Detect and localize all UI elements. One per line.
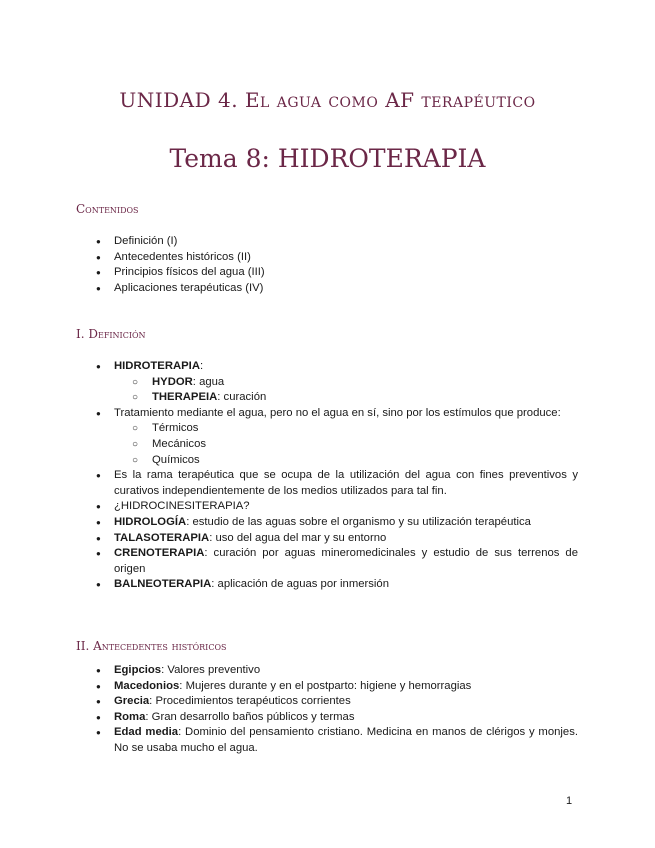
term-text: : estudio de las aguas sobre el organismo y su utilización terapéutica bbox=[186, 515, 531, 528]
term: Roma bbox=[114, 710, 146, 723]
list-item: ● Principios físicos del agua (III) bbox=[96, 265, 578, 281]
list-item: ● Es la rama terapéutica que se ocupa de la utilización del agua con fines preventivos y curativos independientemente de los medios utilizados para tal fin. bbox=[96, 468, 578, 499]
sub-item bbox=[114, 375, 578, 391]
term-text: : Dominio del pensamiento cristiano. Medicina en manos de clérigos y monjes. No se usaba mucho el agua. bbox=[114, 726, 578, 754]
definition-heading: I. Definición bbox=[76, 327, 146, 341]
sub-text: : curación bbox=[217, 391, 267, 404]
term: Grecia bbox=[114, 695, 150, 708]
sub-item: ○ Químicos bbox=[114, 453, 578, 469]
term-suffix: : bbox=[199, 360, 204, 372]
term-text: : Procedimientos terapéuticos corrientes bbox=[149, 695, 351, 708]
term: TALASOTERAPIA bbox=[114, 531, 210, 544]
sub-term: HYDOR bbox=[152, 375, 193, 388]
unit-title: UNIDAD 4. El agua como AF terapéutico bbox=[119, 88, 536, 112]
list-item bbox=[96, 710, 578, 726]
definition-list bbox=[96, 359, 578, 593]
term: CRENOTERAPIA bbox=[114, 547, 205, 560]
term: Egipcios bbox=[114, 664, 162, 676]
sub-term: THERAPEIA bbox=[152, 391, 218, 404]
term-text: : Gran desarrollo baños públicos y termas bbox=[145, 710, 355, 723]
term-text: : Mujeres durante y en el postparto: higiene y hemorragias bbox=[179, 679, 472, 692]
term: Edad media bbox=[114, 726, 179, 739]
sub-item: ○ Mecánicos bbox=[114, 437, 578, 453]
sublist bbox=[114, 421, 578, 468]
term-text: : curación por aguas mineromedicinales y estudio de sus terrenos de origen bbox=[114, 547, 578, 575]
list-item bbox=[96, 546, 578, 577]
term: Macedonios bbox=[114, 679, 180, 692]
term: HIDROLOGÍA bbox=[114, 515, 187, 528]
list-item bbox=[96, 406, 578, 468]
list-item bbox=[96, 577, 578, 593]
list-item: ● ¿HIDROCINESITERAPIA? bbox=[96, 499, 578, 515]
term-text: : aplicación de aguas por inmersión bbox=[211, 578, 389, 591]
page-number: 1 bbox=[566, 795, 573, 807]
tratamiento-text: Tratamiento mediante el agua, pero no el agua en sí, sino por los estímulos que produce: bbox=[114, 406, 561, 419]
list-item bbox=[96, 694, 578, 710]
contents-list bbox=[96, 234, 578, 296]
sublist bbox=[114, 375, 578, 406]
sub-text: : agua bbox=[192, 375, 225, 388]
term-text: : Valores preventivo bbox=[161, 664, 261, 676]
list-item bbox=[96, 515, 578, 531]
list-item: ● Antecedentes históricos (II) bbox=[96, 250, 578, 266]
list-item: ● Aplicaciones terapéuticas (IV) bbox=[96, 281, 578, 297]
list-item bbox=[96, 531, 578, 547]
term-hidroterapia: HIDROTERAPIA bbox=[114, 360, 200, 372]
topic-title: Tema 8: HIDROTERAPIA bbox=[169, 144, 486, 173]
sub-item: ○ Térmicos bbox=[114, 421, 578, 437]
list-item bbox=[96, 663, 578, 679]
list-item: ● Definición (I) bbox=[96, 234, 578, 250]
contents-heading: Contenidos bbox=[76, 202, 139, 216]
list-item bbox=[96, 725, 578, 756]
history-heading: II. Antecedentes históricos bbox=[76, 639, 227, 653]
sub-item bbox=[114, 390, 578, 406]
term: BALNEOTERAPIA bbox=[114, 578, 212, 591]
history-list bbox=[96, 663, 578, 757]
list-item bbox=[96, 359, 578, 406]
term-text: : uso del agua del mar y su entorno bbox=[209, 531, 387, 544]
list-item bbox=[96, 679, 578, 695]
